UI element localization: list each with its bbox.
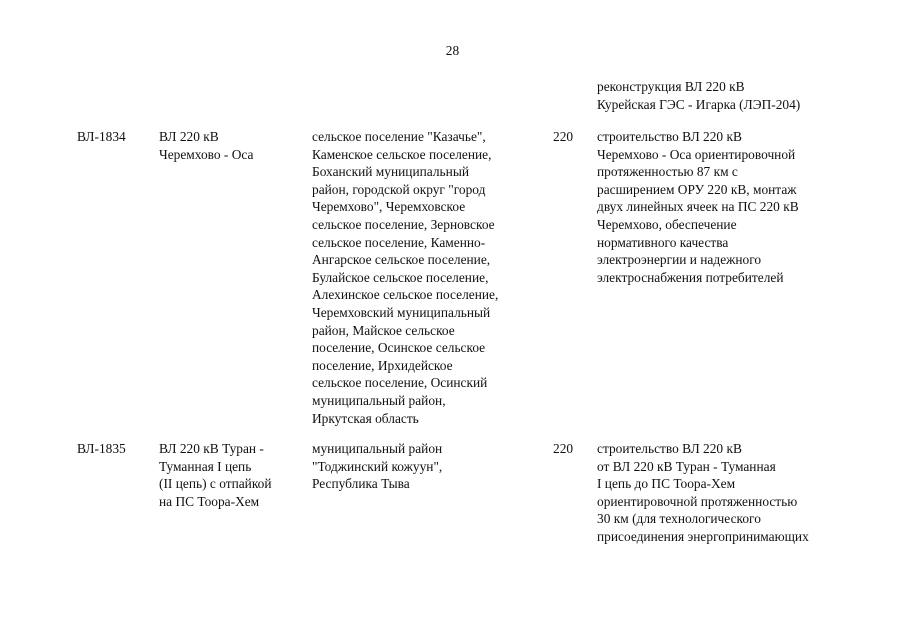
row-code: ВЛ-1835 bbox=[77, 441, 126, 456]
row-description: строительство ВЛ 220 кВ Черемхово - Оса ориентировочной протяженностью 87 км с расширением ОРУ 220 кВ, монтаж двух линейных ячеек на ПС 220 кВ Черемхово, обеспечение нормативного качества электроэнергии и надежного электроснабжения потребителей bbox=[597, 129, 799, 285]
row-line-name: ВЛ 220 кВ Туран - Туманная I цепь (II цепь) с отпайкой на ПС Тоора-Хем bbox=[159, 441, 272, 509]
row-voltage: 220 bbox=[553, 441, 574, 456]
row-territory: сельское поселение "Казачье", Каменское сельское поселение, Боханский муниципальный район, городской округ "город Черемхово", Черемховское сельское поселение, Зерновское сельское поселение, Каменно- Ангарское сельское поселение, Булайское сельское поселение, Алехинское сельское поселение, Черемховский муниципальный район, Майское сельское поселение, Осинское сельское поселение, Ирхидейское сельское поселение, Осинский муниципальный район, Иркутская область bbox=[312, 129, 499, 426]
page-number: 28 bbox=[445, 43, 460, 58]
row-line-name: ВЛ 220 кВ Черемхово - Оса bbox=[159, 129, 254, 162]
row-description: строительство ВЛ 220 кВ от ВЛ 220 кВ Туран - Туманная I цепь до ПС Тоора-Хем ориентировочной протяженностью 30 км (для технологического присоединения энергопринимающих bbox=[597, 441, 809, 544]
row-voltage: 220 bbox=[553, 129, 574, 144]
row-territory: муниципальный район "Тоджинский кожуун", Республика Тыва bbox=[312, 441, 443, 492]
row-code: ВЛ-1834 bbox=[77, 129, 126, 144]
carryover-description: реконструкция ВЛ 220 кВ Курейская ГЭС - Игарка (ЛЭП-204) bbox=[597, 79, 801, 112]
